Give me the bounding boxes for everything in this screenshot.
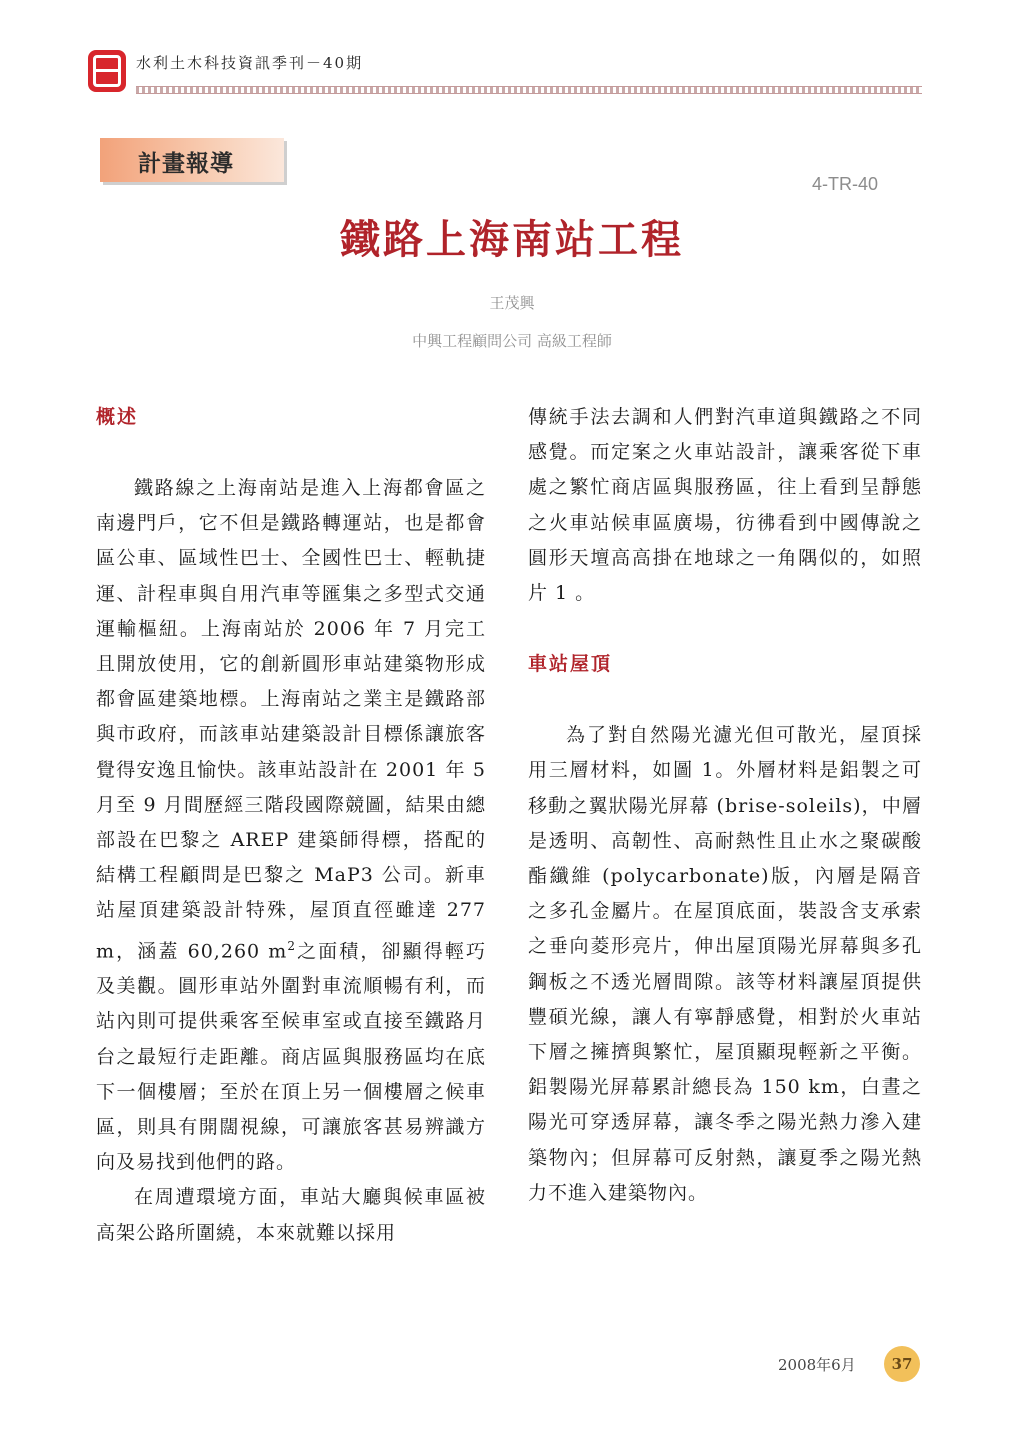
article-title: 鐵路上海南站工程 (340, 217, 684, 263)
section-tag (100, 138, 284, 182)
journal-title: 水利土木科技資訊季刊－40期 (136, 54, 364, 72)
paragraph-overview-2: 在周遭環境方面，車站大廳與候車區被高架公路所圍繞，本來就難以採用 (96, 1186, 486, 1244)
author-name: 王茂興 (489, 294, 535, 312)
area-unit: m (268, 939, 288, 962)
area-exponent: 2 (287, 938, 296, 953)
page-number-badge: 37 (884, 1346, 920, 1382)
author-affiliation: 中興工程顧問公司 高級工程師 (412, 332, 612, 350)
left-column (96, 400, 486, 1251)
journal-logo-icon (88, 50, 126, 92)
paragraph-overview-1 (96, 471, 486, 1180)
heading-station-roof: 車站屋頂 (528, 653, 613, 676)
header-rule (136, 86, 922, 94)
heading-overview: 概述 (96, 406, 139, 428)
paragraph-overview-1-end: 之面積，卻顯得輕巧及美觀。圓形車站外圍對車流順暢有利，而站內則可提供乘客至候車室或直接至鐵路月台之最短行走距離。商店區與服務區均在底下一個樓層；至於在頂上另一個樓層之候車區，則具有開闊視線，可讓旅客甚易辨識方向及易找到他們的路。 (96, 939, 486, 1174)
paragraph-station-roof: 為了對自然陽光濾光但可散光，屋頂採用三層材料，如圖 1。外層材料是鋁製之可移動之翼狀陽光屏幕 (brise-soleils)，中層是透明、高韌性、高耐熱性且止水之聚碳酸酯纖維 (polycarbonate)版，內層是隔音之多孔金屬片。在屋頂底面，裝設含支承索之垂向菱形亮片，伸出屋頂陽光屏幕與多孔鋼板之不透光層間隙。該等材料讓屋頂提供豐碩光線，讓人有寧靜感覺，相對於火車站下層之擁擠與繁忙，屋頂顯現輕新之平衡。鋁製陽光屏幕累計總長為 150 km，白晝之陽光可穿透屏幕，讓冬季之陽光熱力滲入建築物內；但屏幕可反射熱，讓夏季之陽光熱力不進入建築物內。 (528, 724, 922, 1204)
issue-date: 2008年6月 (778, 1356, 856, 1374)
document-code: 4-TR-40 (812, 174, 879, 194)
section-tag-label: 計畫報導 (138, 151, 234, 177)
paragraph-overview-1-text: 鐵路線之上海南站是進入上海都會區之南邊門戶，它不但是鐵路轉運站，也是都會區公車、區域性巴士、全國性巴士、輕軌捷運、計程車與自用汽車等匯集之多型式交通運輸樞紐。上海南站於 2006 年 7 月完工且開放使用，它的創新圓形車站建築物形成都會區建築地標。上海南站之業主是鐵路部與市政府，而該車站建築設計目標係讓旅客覺得安逸且愉快。該車站設計在 2001 年 5 月至 9 月間歷經三階段國際競圖，結果由總部設在巴黎之 AREP 建築師得標，搭配的結構工程顧問是巴黎之 MaP3 公司。新車站屋頂建築設計特殊，屋頂直徑雖達 277 m，涵蓋 60,260 (96, 477, 486, 962)
right-column (528, 400, 922, 1211)
paragraph-overview-continued: 傳統手法去調和人們對汽車道與鐵路之不同感覺。而定案之火車站設計，讓乘客從下車處之繁忙商店區與服務區，往上看到呈靜態之火車站候車區廣場，彷彿看到中國傳說之圓形天壇高高掛在地球之一角隅似的，如照片 1 。 (528, 406, 922, 605)
